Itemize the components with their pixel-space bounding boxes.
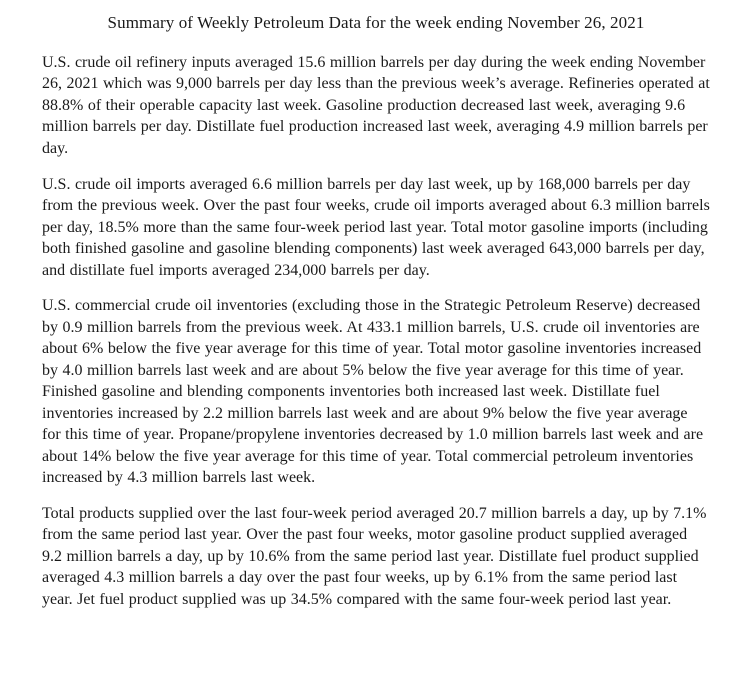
document-title: Summary of Weekly Petroleum Data for the week ending November 26, 2021 <box>107 13 645 32</box>
paragraph-refinery-activity: U.S. crude oil refinery inputs averaged 15.6 million barrels per day during the week ending November 26, 2021 which was 9,000 barrels per day less than the previous week’s average. Refineries operated at 88.8% of their operable capacity last week. Gasoline production decreased last week, averaging 9.6 million barrels per day. Distillate fuel production increased last week, averaging 4.9 million barrels per day. <box>42 53 710 157</box>
paragraph-products-supplied: Total products supplied over the last four-week period averaged 20.7 million barrels a day, up by 7.1% from the same period last year. Over the past four weeks, motor gasoline product supplied averaged 9.2 million barrels a day, up by 10.6% from the same period last year. Distillate fuel product supplied averaged 4.3 million barrels a day over the past four weeks, up by 6.1% from the same period last year. Jet fuel product supplied was up 34.5% compared with the same four-week period last year. <box>42 504 707 608</box>
paragraph-crude-oil-imports: U.S. crude oil imports averaged 6.6 million barrels per day last week, up by 168,000 barrels per day from the previous week. Over the past four weeks, crude oil imports averaged about 6.3 million barrels per day, 18.5% more than the same four-week period last year. Total motor gasoline imports (including both finished gasoline and gasoline blending components) last week averaged 643,000 barrels per day, and distillate fuel imports averaged 234,000 barrels per day. <box>42 175 710 279</box>
paragraph-inventories: U.S. commercial crude oil inventories (excluding those in the Strategic Petroleum Reserve) decreased by 0.9 million barrels from the previous week. At 433.1 million barrels, U.S. crude oil inventories are about 6% below the five year average for this time of year. Total motor gasoline inventories increased by 4.0 million barrels last week and are about 5% below the five year average for this time of year. Finished gasoline and blending components inventories both increased last week. Distillate fuel inventories increased by 2.2 million barrels last week and are about 9% below the five year average for this time of year. Propane/propylene inventories decreased by 1.0 million barrels last week and are about 14% below the five year average for this time of year. Total commercial petroleum inventories increased by 4.3 million barrels last week. <box>42 297 704 487</box>
